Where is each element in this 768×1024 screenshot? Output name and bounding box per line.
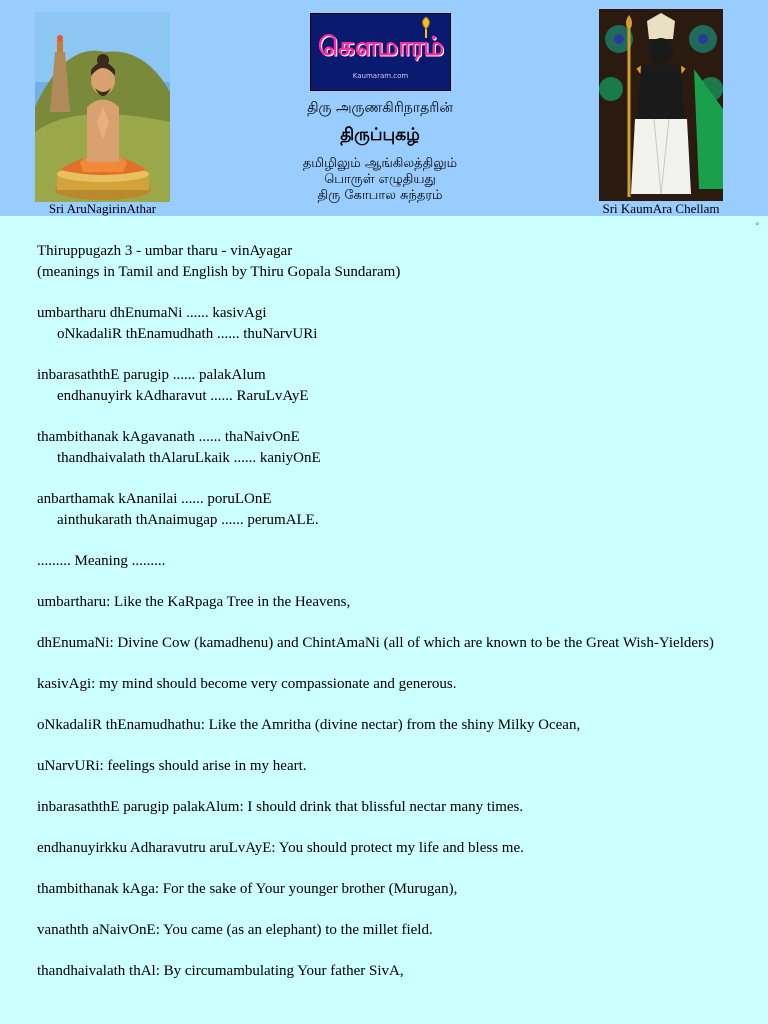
- verse: [37, 427, 737, 469]
- verse-line: inbarasaththE parugip ...... palakAlum: [37, 367, 266, 383]
- verse-line: anbarthamak kAnanilai ...... poruLOnE: [37, 491, 272, 507]
- arunagirinathar-portrait[interactable]: [35, 12, 170, 202]
- kaumara-chellam-caption: Sri KaumAra Chellam: [602, 201, 720, 216]
- verse-line: umbartharu dhEnumaNi ...... kasivAgi: [37, 305, 267, 321]
- meaning-item: kasivAgi: my mind should become very compassionate and generous.: [37, 676, 457, 692]
- verse-line: ainthukarath thAnaimugap ...... perumALE.: [57, 512, 319, 528]
- page-content: [37, 241, 737, 982]
- logo-subtext: Kaumaram.com: [352, 72, 409, 80]
- logo-text: கௌமாரம்: [317, 32, 444, 62]
- verse-line: thambithanak kAgavanath ...... thaNaivOnE: [37, 429, 300, 445]
- meaning-item: oNkadaliR thEnamudhathu: Like the Amritha (divine nectar) from the shiny Milky Ocean,: [37, 717, 581, 733]
- page-subtitle: திரு அருணகிரிநாதரின்: [307, 100, 453, 116]
- intro-credit: (meanings in Tamil and English by Thiru Gopala Sundaram): [37, 264, 401, 280]
- verse: [37, 303, 737, 345]
- description-line: தமிழிலும் ஆங்கிலத்திலும்: [302, 156, 458, 171]
- kaumaram-logo[interactable]: [310, 13, 451, 91]
- verse-line: oNkadaliR thEnamudhath ...... thuNarvURi: [57, 326, 318, 342]
- meaning-item: dhEnumaNi: Divine Cow (kamadhenu) and ChintAmaNi (all of which are known to be the Great Wish-Yielders): [37, 635, 714, 651]
- meaning-item: vanathth aNaivOnE: You came (as an elephant) to the millet field.: [37, 922, 433, 938]
- meaning-item: endhanuyirkku Adharavutru aruLvAyE: You should protect my life and bless me.: [37, 840, 524, 856]
- arunagirinathar-caption: Sri AruNagirinAthar: [48, 201, 157, 216]
- page-header: [0, 0, 768, 216]
- meaning-item: inbarasaththE parugip palakAlum: I should drink that blissful nectar many times.: [37, 799, 524, 815]
- intro-title: Thiruppugazh 3 - umbar tharu - vinAyagar: [37, 243, 293, 259]
- meaning-item: umbartharu: Like the KaRpaga Tree in the Heavens,: [37, 594, 351, 610]
- verse: [37, 365, 737, 407]
- meaning-item: thandhaivalath thAl: By circumambulating Your father SivA,: [37, 963, 404, 979]
- description-line: திரு கோபால சுந்தரம்: [317, 188, 443, 203]
- meaning-item: uNarvURi: feelings should arise in my heart.: [37, 758, 307, 774]
- description-line: பொருள் எழுதியது: [324, 172, 436, 187]
- verse-line: endhanuyirk kAdharavut ...... RaruLvAyE: [57, 388, 309, 404]
- verse-line: thandhaivalath thAlaruLkaik ...... kaniyOnE: [57, 450, 321, 466]
- meaning-heading: ......... Meaning .........: [37, 553, 166, 569]
- verse: [37, 489, 737, 531]
- corner-mark-icon: °: [755, 222, 760, 232]
- meaning-item: thambithanak kAga: For the sake of Your younger brother (Murugan),: [37, 881, 458, 897]
- page-title: திருப்புகழ்: [340, 125, 420, 145]
- kaumara-chellam-portrait[interactable]: [599, 9, 723, 201]
